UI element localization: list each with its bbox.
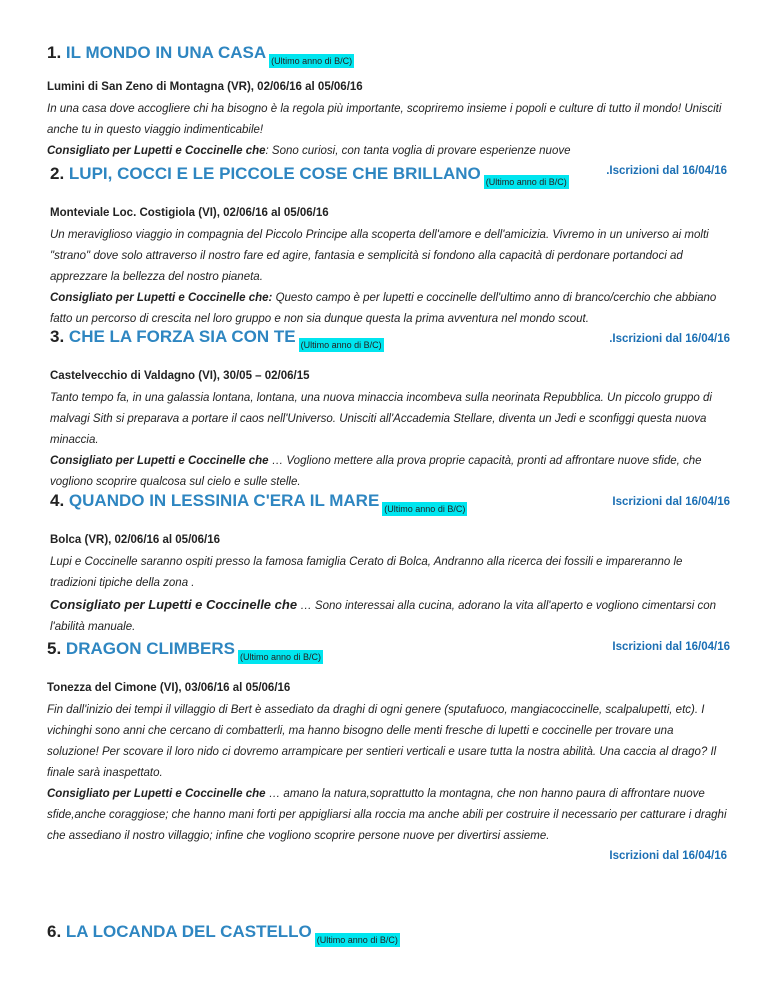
- year-badge: (Ultimo anno di B/C): [485, 177, 567, 187]
- section-number: 6.: [47, 922, 62, 941]
- camp-section-2: [50, 164, 730, 346]
- recommendation-label: Consigliato per Lupetti e Coccinelle che:: [50, 292, 273, 304]
- camp-location: Bolca (VR), 02/06/16 al 05/06/16: [50, 534, 221, 546]
- enrollment-date: Iscrizioni dal 16/04/16: [612, 496, 730, 508]
- camp-section-6: [47, 922, 727, 947]
- section-title: LUPI, COCCI E LE PICCOLE COSE CHE BRILLANO: [68, 164, 481, 183]
- year-badge: (Ultimo anno di B/C): [316, 935, 398, 945]
- section-heading: [47, 922, 727, 947]
- camp-recommendation: [50, 594, 730, 638]
- camp-section-3: [50, 327, 730, 509]
- recommendation-label: Consigliato per Lupetti e Coccinelle che: [50, 597, 298, 612]
- section-title: DRAGON CLIMBERS: [65, 639, 235, 658]
- section-title: LA LOCANDA DEL CASTELLO: [65, 922, 312, 941]
- section-number: 3.: [50, 327, 65, 346]
- section-heading: [47, 639, 727, 664]
- recommendation-label: Consigliato per Lupetti e Coccinelle che: [47, 788, 266, 800]
- enrollment-date: Iscrizioni dal 16/04/16: [609, 850, 727, 862]
- camp-description: In una casa dove accogliere chi ha bisogno è la regola più importante, scopriremo insieme i popoli e culture di tutto il mondo! Unisciti anche tu in questo viaggio indimenticabile!: [47, 103, 722, 136]
- section-title: CHE LA FORZA SIA CON TE: [68, 327, 296, 346]
- camp-recommendation: [47, 784, 727, 847]
- camp-section-4: [50, 491, 730, 654]
- section-heading: [50, 164, 730, 189]
- section-number: 1.: [47, 43, 62, 62]
- recommendation-label: Consigliato per Lupetti e Coccinelle che: [50, 455, 269, 467]
- year-badge: (Ultimo anno di B/C): [239, 652, 322, 662]
- camp-section-5: [47, 639, 727, 863]
- camp-location: Monteviale Loc. Costigiola (VI), 02/06/16 al 05/06/16: [50, 207, 329, 219]
- section-title: QUANDO IN LESSINIA C'ERA IL MARE: [68, 491, 380, 510]
- camp-location: Tonezza del Cimone (VI), 03/06/16 al 05/06/16: [47, 682, 291, 694]
- year-badge: (Ultimo anno di B/C): [384, 504, 466, 514]
- camp-description: Lupi e Coccinelle saranno ospiti presso la famosa famiglia Cerato di Bolca, Andranno alla ricerca dei fossili e impareranno le tradizioni tipiche della zona .: [50, 556, 683, 589]
- year-badge: (Ultimo anno di B/C): [271, 56, 353, 66]
- section-heading: [50, 491, 730, 516]
- enrollment-date: .Iscrizioni dal 16/04/16: [606, 165, 727, 177]
- camp-section-1: [47, 43, 727, 178]
- camp-location: Lumini di San Zeno di Montagna (VR), 02/06/16 al 05/06/16: [47, 81, 363, 93]
- section-heading: [50, 327, 730, 352]
- recommendation-text: … Vogliono mettere alla prova proprie capacità, pronti ad affrontare nuove sfide, che vogliono scoprire qualcosa sul cielo e sulle stelle.: [50, 455, 702, 488]
- recommendation-text: : Sono curiosi, con tanta voglia di provare esperienze nuove: [265, 145, 571, 157]
- section-number: 4.: [50, 491, 65, 510]
- year-badge: (Ultimo anno di B/C): [300, 340, 382, 350]
- camp-location: Castelvecchio di Valdagno (VI), 30/05 – 02/06/15: [50, 370, 310, 382]
- camp-recommendation: [50, 451, 730, 493]
- section-number: 2.: [50, 164, 65, 183]
- camp-recommendation: [50, 288, 730, 330]
- camp-recommendation: [47, 141, 727, 162]
- camp-description: Fin dall'inizio dei tempi il villaggio di Bert è assediato da draghi di ogni genere (sputafuoco, mangiacoccinelle, scalpalupetti, etc). I vichinghi sono anni che cercano di combatterli, ma hanno bisogno delle menti fresche di lupetti e coccinelle per trovare una soluzione! Per scovare il loro nido ci dovremo arrampicare per sentieri verticali e usare tutta la nostra abilità. Una caccia al drago? Il finale sarà inaspettato.: [47, 704, 717, 779]
- enrollment-date: Iscrizioni dal 16/04/16: [612, 641, 730, 653]
- section-heading: [47, 43, 727, 68]
- enrollment-date: .Iscrizioni dal 16/04/16: [609, 333, 730, 345]
- section-number: 5.: [47, 639, 62, 658]
- recommendation-text: … Sono interessai alla cucina, adorano la vita all'aperto e vogliono cimentarsi con l'abilità manuale.: [50, 600, 717, 633]
- section-title: IL MONDO IN UNA CASA: [65, 43, 267, 62]
- camp-description: Tanto tempo fa, in una galassia lontana, lontana, una nuova minaccia incombeva sulla neorinata Repubblica. Un piccolo gruppo di malvagi Sith si preparava a portare il caos nell'Universo. Unisciti all'Accademia Stellare, diventa un Jedi e sconfiggi questa nuova minaccia.: [50, 392, 712, 446]
- recommendation-text: Questo campo è per lupetti e coccinelle dell'ultimo anno di branco/cerchio che abbiano fatto un percorso di crescita nel loro gruppo e non sia dunque questa la prima avventura nel mondo scout.: [50, 292, 717, 325]
- camp-description: Un meraviglioso viaggio in compagnia del Piccolo Principe alla scoperta dell'amore e dell'amicizia. Vivremo in un universo ai molti "strano" dove solo attraverso il nostro fare ed agire, fantasia e semplicità si fondono alla capacità di perdonare portandoci ad apprezzare la bellezza del nostro pianeta.: [50, 229, 709, 283]
- recommendation-text: … amano la natura,soprattutto la montagna, che non hanno paura di affrontare nuove sfide,anche coraggiose; che hanno mani forti per appigliarsi alla roccia ma anche abili per costruire il necessario per catturare i draghi che assediano il nostro villaggio; infine che vogliono scoprire persone nuove per divertirsi assieme.: [47, 788, 727, 842]
- recommendation-label: Consigliato per Lupetti e Coccinelle che: [47, 145, 266, 157]
